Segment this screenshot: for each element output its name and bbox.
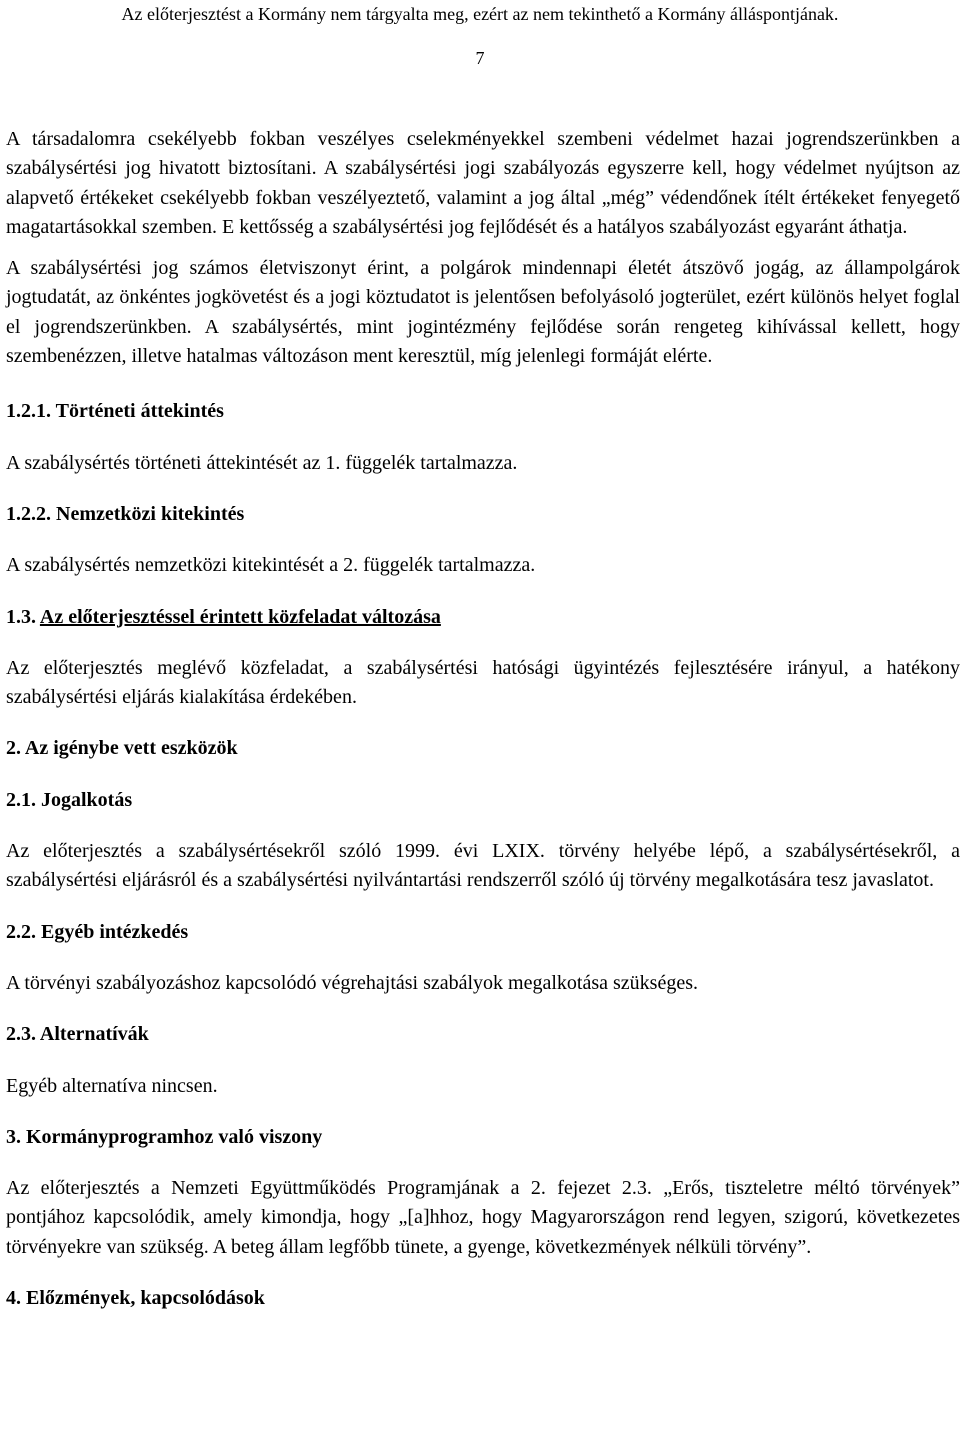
heading-number: 2.3. [6,1023,36,1046]
heading-government-program [6,1123,960,1152]
heading-text: Nemzetközi kitekintés [56,502,245,525]
heading-text: Történeti áttekintés [55,400,224,423]
heading-public-task-change [6,603,960,632]
heading-number: 1.2.2. [6,502,51,525]
heading-text: Az előterjesztéssel érintett közfeladat változása [39,605,441,628]
page-number: 7 [475,48,485,68]
heading-text: Alternatívák [39,1023,149,1046]
paragraph-other-measures: A törvényi szabályozáshoz kapcsolódó végrehajtási szabályok megalkotása szükséges. [6,971,699,994]
heading-other-measures [6,918,960,947]
document-body [6,125,960,1313]
heading-international-outlook [6,500,960,529]
paragraph-legislation: Az előterjesztés a szabálysértésekről szóló 1999. évi LXIX. törvény helyébe lépő, a szabálysértésekről, a szabálysértési eljárásról és a szabálysértési nyilvántartási rendszerről szóló új törvény megalkotására tesz javaslatot. [6,840,960,892]
heading-number: 1.2.1. [6,400,51,423]
heading-tools-used [6,734,960,763]
paragraph-alternatives: Egyéb alternatíva nincsen. [6,1074,218,1097]
paragraph-international: A szabálysértés nemzetközi kitekintését a 2. függelék tartalmazza. [6,554,536,577]
paragraph-government-program: Az előterjesztés a Nemzeti Együttműködés Programjának a 2. fejezet 2.3. „Erős, tiszteletre méltó törvények” pontjához kapcsolódik, amely kimondja, hogy „[a]hhoz, hogy Magyarországon rend legyen, szigorú, következetes törvényekre van szükség. A beteg állam legfőbb tünete, a gyenge, következmények nélküli törvény”. [6,1177,960,1258]
heading-number: 4. [6,1287,21,1310]
heading-number: 2.2. [6,920,36,943]
heading-number: 2.1. [6,788,36,811]
heading-number: 1.3. [6,605,36,628]
heading-number: 3. [6,1125,21,1148]
heading-number: 2. [6,737,21,760]
heading-text: Jogalkotás [41,788,133,811]
heading-antecedents [6,1284,960,1313]
heading-legislation [6,786,960,815]
paragraph-scope: A szabálysértési jog számos életviszonyt érint, a polgárok mindennapi életét átszövő jogág, az állampolgárok jogtudatát, az önkéntes jogkövetést és a jogi köztudatot is jelentősen befolyásoló jogterület, ezért különös helyet foglal el jogrendszerünkben. A szabálysértés, mint jogintézmény fejlődése során rengeteg kihívással kellett, hogy szembenézzen, illetve hatalmas változáson ment keresztül, míg jelenlegi formáját elérte. [6,257,960,368]
paragraph-intro: A társadalomra csekélyebb fokban veszélyes cselekményekkel szembeni védelmet hazai jogrendszerünkben a szabálysértési jog hivatott biztosítani. A szabálysértési jogi szabályozás egyszerre kell, hogy védelmet nyújtson az alapvető értékeket csekélyebb fokban veszélyeztető, valamint a jog által „még” védendőnek ítélt értékeket fenyegető magatartásokkal szemben. E kettősség a szabálysértési jog fejlődését és a hatályos szabályozást egyaránt áthatja. [6,128,960,238]
heading-text: Az igénybe vett eszközök [24,737,238,760]
heading-historical-overview [6,397,960,426]
running-header: Az előterjesztést a Kormány nem tárgyalta meg, ezért az nem tekinthető a Kormány álláspontjának. [121,4,839,24]
paragraph-historical: A szabálysértés történeti áttekintését az 1. függelék tartalmazza. [6,451,518,474]
paragraph-public-task: Az előterjesztés meglévő közfeladat, a szabálysértési hatósági ügyintézés fejlesztésére irányul, a hatékony szabálysértési eljárás kialakítása érdekében. [6,656,960,709]
heading-alternatives [6,1020,960,1049]
heading-text: Egyéb intézkedés [41,920,189,943]
heading-text: Előzmények, kapcsolódások [26,1287,265,1310]
heading-text: Kormányprogramhoz való viszony [26,1125,323,1148]
